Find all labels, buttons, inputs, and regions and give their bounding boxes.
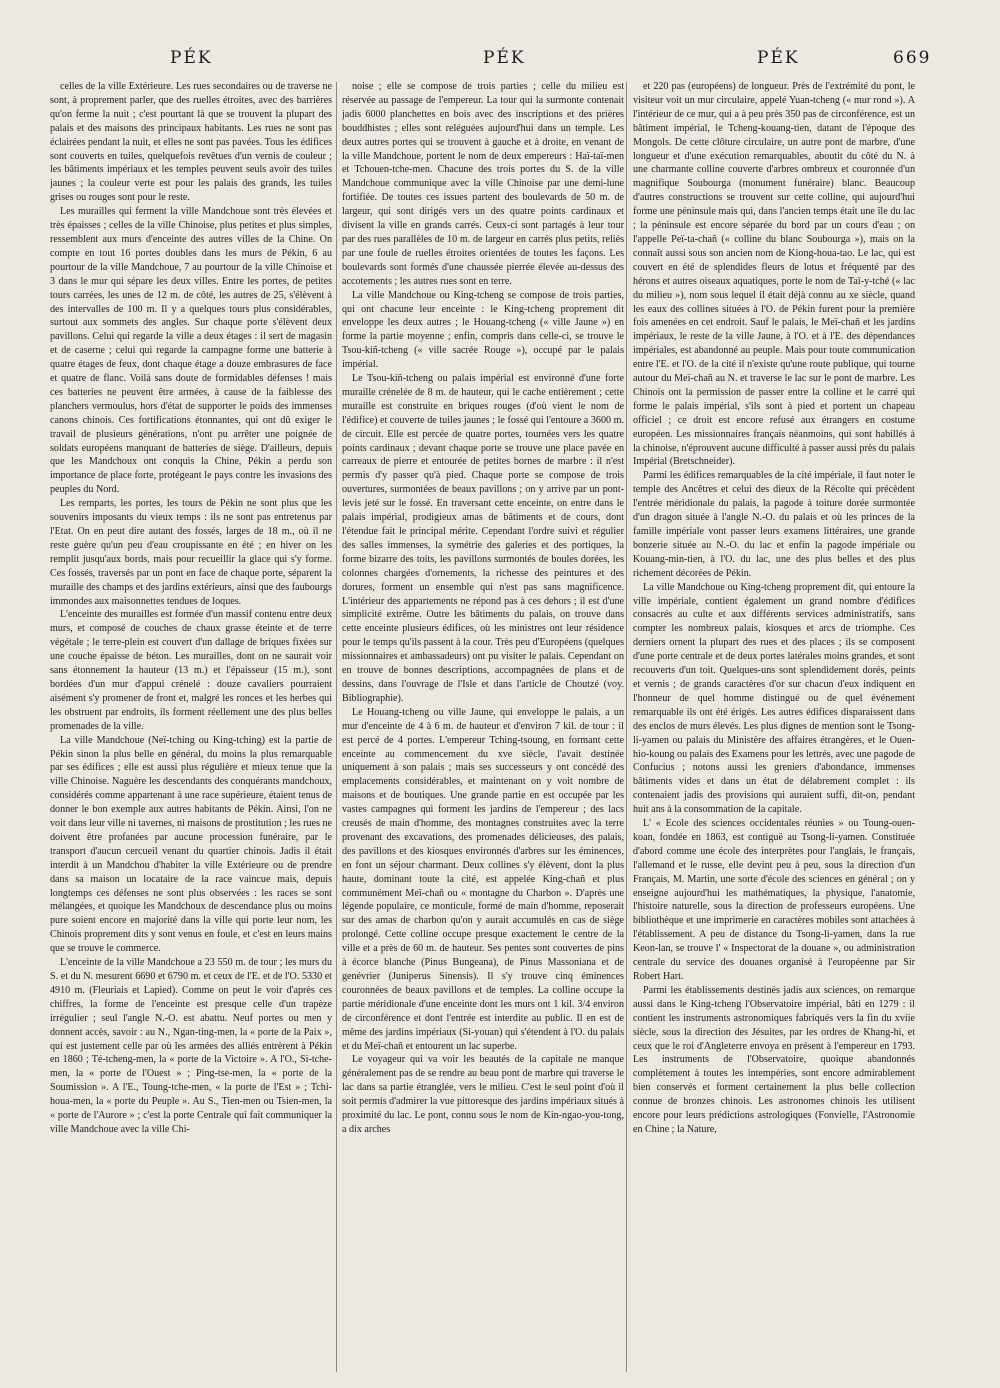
- paragraph: Le voyageur qui va voir les beautés de la capitale ne manque généralement pas de se rendre au beau pont de marbre qui traverse le lac dans sa partie étranglée, vers le milieu. C'est le seul point d'où il soit permis d'admirer la vue pittoresque des jardins impériaux situés à proximité du lac. Le pont, connu sous le nom de Kin-ngao-you-tong, a dix arches: [342, 1054, 624, 1135]
- paragraph: Parmi les établissements destinés jadis aux sciences, on remarque aussi dans le King-tcheng l'Observatoire impérial, bâti en 1279 : il contient les instruments astronomiques fabriqués vers la fin du xviie siècle, sous la direction des Jésuites, par les ordres de Khang-hi, et ceux que le roi d'Angleterre envoya en présent à l'empereur en 1793. Les instruments de l'Observatoire, quoique abandonnés complètement à toutes les intempéries, sont encore admirablement bien conservés et forment certainement la plus belle collection connue de bronzes chinois. Les astronomes chinois les utilisent encore pour leurs prédictions astrologiques (Fonvielle, l'Astronomie en Chine ; la Nature,: [633, 984, 915, 1135]
- paragraph: La ville Mandchoue ou King-tcheng proprement dit, qui entoure la ville impériale, contient également un grand nombre d'édifices consacrés au culte et aux différents services administratifs, sans compter les nombreux palais, kiosques et arcs de triomphe. Ces derniers ornent la plupart des rues et des places ; ils se composent d'une porte centrale et de deux portes latérales moins grandes, et sont recouverts d'un toit. Quelques-uns sont splendidement dorés, peints et vernis ; de grands caractères d'or sur chacun d'eux indiquent en l'honneur de quel homme distingué ou de quel événement remarquable ils ont été érigés. Les autres édifices disparaissent dans des enclos de murs élevés. Les plus dignes de mention sont le Tsong-li-yamen ou palais du Ministère des affaires étrangères, et le Ouen-hio-koung ou palais des Examens pour les lettrés, avec une pagode de Confucius ; notons aussi les greniers d'abondance, immenses bâtiments vides et dans un état de délabrement complet : ils contenaient jadis des provisions qui auraient suffi, dit-on, pendant huit ans à la consommation de la capitale.: [633, 581, 915, 816]
- paragraph: noise ; elle se compose de trois parties ; celle du milieu est réservée au passage de l'empereur. La tour qui la surmonte contenait jadis 6000 planchettes en bois avec des inscriptions et des prières bouddhistes ; elles sont reléguées aujourd'hui dans un temple. Les deux autres portes qui se trouvent à gauche et à droite, en venant de la ville Mandchoue, portent le nom de deux empereurs : Haï-taï-men et Tchouen-tche-men. Chacune des trois portes du S. de la ville Mandchoue communique avec la ville Chinoise par une demi-lune fortifiée. De toutes ces issues partent des boulevards de 50 m. de largeur, qui sont dirigés vers un des quatre points cardinaux et divisent la ville en grands carrés. Ceux-ci sont partagés à leur tour par des rues parallèles de 10 m. de largeur en carrés plus petits, reliés par une foule de ruelles étroites orientées de toutes les façons. Les boulevards sont formés d'une chaussée pierrée élevée au-dessus des accotements ; les autres rues sont en terre.: [342, 81, 624, 287]
- column-divider: [336, 82, 337, 1372]
- header-left: PÉK: [170, 48, 213, 68]
- paragraph: L' « Ecole des sciences occidentales réunies » ou Toung-ouen-koan, fondée en 1863, est contiguë au Tsong-li-yamen. Constituée d'abord comme une école des interprètes pour l'anglais, le français, l'allemand et le russe, elle devint peu à peu, sous la direction d'un Français, M. Martin, une sorte d'école des sciences en général ; on y enseigne aujourd'hui les mathématiques, la physique, l'anatomie, l'histoire naturelle, sous la direction de professeurs européens. Une bibliothèque et une imprimerie en caractères mobiles sont attachées à l'établissement. A peu de distance du Tsong-li-yamen, dans la rue Keon-lan, se trouve l' « Inspectorat de la douane », ou administration centrale du service des douanes organisé à l'européenne par Sir Robert Hart.: [633, 818, 915, 982]
- paragraph: celles de la ville Extérieure. Les rues secondaires ou de traverse ne sont, à proprement parler, que des ruelles étroites, avec des barrières qu'on ferme la nuit ; c'est pourtant là que se trouvent la plupart des palais et des maisons des principaux habitants. Les rues ne sont pas éclairées pendant la nuit, et elles ne sont pas pavées. Tous les édifices sont couverts en tuiles, quelquefois revêtues d'un vernis de couleur ; les bâtiments impériaux et les temples peuvent seuls avoir des tuiles jaunes ; la couleur verte est pour les palais des grands, les tuiles grises ou rouges sont pour le reste.: [50, 81, 332, 204]
- paragraph: et 220 pas (européens) de longueur. Près de l'extrémité du pont, le visiteur voit un mur circulaire, appelé Yuan-tcheng (« mur rond »). A l'intérieur de ce mur, qui a à peu près 350 pas de circonférence, est un bâtiment impérial, le Tcheng-kouang-tien, datant de l'époque des Mongols. De cette clôture circulaire, un autre pont de marbre, d'une longueur et d'une exécution remarquables, aboutit du côté du N. à une charmante colline couverte d'arbres ombreux et couronnée d'un magnifique Soubourga (monument funéraire) blanc. Beaucoup d'autres constructions se trouvent sur cette colline, qui aujourd'hui forme une péninsule mais qui, dans l'ancien temps était une île du lac ; la péninsule est encore séparée du bord par un cours d'eau ; on l'appelle Peï-ta-chañ (« colline du blanc Soubourga »), mais on la connaît aussi sous son ancien nom de Kiong-houa-tao. Le lac, qui est couvert en été de splendides fleurs de lotus et fréquenté par des hérons et autres oiseaux aquatiques, porte le nom de Taï-y-tché (« lac du milieu »), nom sous lequel il était déjà connu au xe siècle, quand les eaux des collines situées à l'O. de Pékin furent pour la première fois amenées en cet endroit. Sauf le palais, le Meï-chañ et les jardins impériaux, le reste de la ville Jaune, à l'O. et à l'E. des dépendances impériales, est abandonné au peuple. Mais pour toute communication entre l'E. et l'O. de la cité il n'existe qu'une route publique, qui tourne autour du Meï-chañ au N. et traverse le lac sur le pont de marbre. Les Chinois ont la permission de passer entre la colline et le carré qui forme le palais impérial, s'ils sont à pied et portent un chapeau officiel ; ce droit est encore refusé aux étrangers en costume européen. Les missionnaires français néanmoins, qui sont habillés à la chinoise, n'éprouvent aucune difficulté à passer aussi près du palais Impérial (Bretschneider).: [633, 81, 915, 468]
- paragraph: La ville Mandchoue (Neï-tching ou King-tching) est la partie de Pékin sinon la plus belle en général, du moins la plus remarquable par ses édifices ; elle est aussi plus régulière et mieux tenue que la ville Chinoise. Naguère les descendants des conquérants mandchoux, considérés comme appartenant à une race supérieure, étaient tenus de donner le bon exemple aux autres habitants de Pékin. Ainsi, l'on ne voit dans leur ville ni tavernes, ni maisons de prostitution ; les rues ne doivent être profanées par aucune procession funéraire, par le transport d'aucun cercueil venant du quartier chinois. Jadis il était interdit à un Mandchou d'habiter la ville Extérieure ou de prendre dans sa maison un locataire de la race vaincue mais, depuis longtemps ces défenses ne sont plus observées : les races se sont mélangées, et quoique les Mandchoux de descendance plus ou moins pure soient encore en majorité dans la ville qui porte leur nom, les Chinois proprement dits y sont venus en foule, et c'est en leurs mains que se trouve le commerce.: [50, 734, 332, 955]
- text-column-right: [633, 80, 915, 1380]
- paragraph: La ville Mandchoue ou King-tcheng se compose de trois parties, qui ont chacune leur enceinte : le King-tcheng proprement dit enveloppe les deux autres ; le Houang-tcheng (« ville Jaune ») en forme la partie moyenne ; enfin, compris dans celle-ci, se trouve le Tsou-kiñ-tcheng (« ville sacrée Rouge »), occupé par le palais impérial.: [342, 289, 624, 371]
- page-number: 669: [893, 48, 932, 68]
- running-header: [0, 48, 1000, 72]
- column-divider: [626, 82, 627, 1372]
- paragraph: L'enceinte de la ville Mandchoue a 23 550 m. de tour ; les murs du S. et du N. mesurent 6690 et 6790 m. et ceux de l'E. et de l'O. 5330 et 4910 m. (Fleuriais et Lapied). Comme on peut le voir d'après ces chiffres, la forme de l'enceinte est presque celle d'un trapèze irrégulier ; seul l'angle N.-O. est abattu. Neuf portes ou men y donnent accès, savoir : au N., Ngan-ting-men, la « porte de la Paix », qui est justement celle par où les armées des alliés entrèrent à Pékin en 1860 ; Té-tcheng-men, la « porte de la Victoire ». A l'O., Si-tche-men, la « porte de l'Ouest » ; Ping-tse-men, la « porte de la Soumission ». A l'E., Toung-tche-men, « la porte de l'Est » ; Tchi-houa-men, la « porte du Peuple ». Au S., Tien-men ou Tsien-men, la « porte de l'Aurore » ; c'est la porte Centrale qui fait communiquer la ville Mandchoue avec la ville Chi-: [50, 957, 332, 1135]
- paragraph: Les murailles qui ferment la ville Mandchoue sont très élevées et très épaisses ; celles de la ville Chinoise, plus petites et plus simples, ressemblent aux murs d'enceinte des autres villes de la Chine. On compte en tout 16 portes doubles dans les murs de Pékin, 6 au pourtour de la ville Mandchoue, 7 au pourtour de la ville Chinoise et 3 dans le mur qui sépare les deux villes. Entre les portes, de petites tours carrées, les unes de 12 m. de côté, les autres de 25, s'élèvent à des intervalles de 100 m. Il y a quelques tours plus considérables, surtout aux sommets des angles. Sur chaque porte s'élèvent deux pavillons. Celui qui regarde la ville a deux étages : il sert de magasin et de caserne ; celui qui regarde la campagne forme une batterie à quatre étages de feux, dont chaque étage a douze embrasures de face et quatre de flanc. Voilà sans doute de formidables défenses ! mais ces batteries ne peuvent être armées, à cause de la faiblesse des planchers vermoulus, hors d'état de supporter le poids des immenses canons chinois. Ces fortifications étonnantes, qui ont dû exiger le travail de plusieurs générations, n'ont pu arrêter une poignée de soldats européens manquant de batteries de siège. D'ailleurs, depuis que les Mandchoux ont conquis la Chine, Pékin a perdu son importance de place forte, protégeant le pays contre les invasions des peuples du Nord.: [50, 206, 332, 496]
- text-column-middle: [342, 80, 624, 1380]
- paragraph: Les remparts, les portes, les tours de Pékin ne sont plus que les souvenirs imposants du vieux temps : ils ne sont pas entretenus par l'Etat. On en peut dire autant des fossés, larges de 18 m., où il ne reste guère qu'un peu d'eau croupissante en été ; en hiver on les remplit jusqu'aux bords, mais pour recueillir la glace qui s'y forme. Ces fossés, traversés par un pont en face de chaque porte, séparent la muraille des champs et des jardins extérieurs, ainsi que des faubourgs immondes aux maisonnettes tendues de loques.: [50, 498, 332, 607]
- paragraph: Le Tsou-kiñ-tcheng ou palais impérial est environné d'une forte muraille crénelée de 8 m. de hauteur, qui le cache entièrement ; cette muraille est construite en briques rouges (d'où vient le nom de l'édifice) et couverte de tuiles jaunes ; le fossé qui l'entoure a 3600 m. de circuit. Elle est percée de quatre portes, tournées vers les quatre points cardinaux ; devant chaque porte se trouve une place pavée en carreaux de pierre et entourée de petites bornes de marbre : il n'est permis d'y passer qu'à pied. Chaque porte se compose de trois ouvertures, surmontées de beaux pavillons ; on y arrive par un pont-levis jeté sur le fossé. En traversant cette enceinte, on entre dans le palais impérial, prodigieux amas de bâtiments et de cours, dont l'étendue fait le principal mérite. Cependant l'ordre suivi et régulier des salles immenses, la symétrie des galeries et des portiques, la forme bizarre des toits, les pavillons surmontés de boules dorées, les colonnes chargées d'ornements, la richesse des peintures et des dorures, forment un ensemble qui n'est pas sans magnificence. L'intérieur des appartements ne répond pas à ces dehors ; il est d'une simplicité extrême. Outre les bâtiments du palais, on trouve dans cette enceinte plusieurs édifices, où les ministres ont leur résidence pour le temps qu'ils passent à la cour. Très peu d'Européens (quelques missionnaires et ambassadeurs) ont pu visiter le palais. Cependant on en trouve de bonnes descriptions, accompagnées de plans et de dessins, dans l'ouvrage de l'Isle et dans l'article de Choutzé (voy. Bibliographie).: [342, 373, 624, 704]
- paragraph: Parmi les édifices remarquables de la cité impériale, il faut noter le temple des Ancêtres et celui des dieux de la Récolte qui précèdent l'entrée méridionale du palais, la pagode à toiture dorée surmontée d'un dragon située à l'angle N.-O. du palais et où les princes de la famille impériale vont passer leurs examens littéraires, une grande bonzerie située au N.-O. du lac et enfin la pagode impériale ou Kouang-min-tien, à l'O. du lac, une des plus belles et des plus richement décorées de Pékin.: [633, 470, 915, 579]
- header-right: PÉK: [757, 48, 800, 68]
- paragraph: Le Houang-tcheng ou ville Jaune, qui enveloppe le palais, a un mur d'enceinte de 4 à 6 m. de hauteur et d'environ 7 kil. de tour : il est percé de 4 portes. L'empereur Tching-tsoung, en formant cette enceinte au commencement du xve siècle, l'avait destinée uniquement à son palais ; mais ses successeurs y ont concédé des emplacements considérables, et maintenant on y voit nombre de maisons et de boutiques. Une grande partie en est occupée par les vastes campagnes qui forment les jardins de l'empereur ; des lacs creusés de main d'homme, des montagnes construites avec la terre provenant des excavations, des promenades délicieuses, des palais, des pavillons et des kiosques environnés d'arbres sur les éminences, en font un séjour charmant. Deux collines s'y élèvent, dont la plus haute, dominant toute la cité, est appelée King-chañ et plus communément Meï-chañ ou « montagne du Charbon ». D'après une légende populaire, ce monticule, formé de main d'homme, reposerait sur des amas de charbon qu'on y aurait accumulés en cas de siège prolongé. Cette colline occupe presque exactement le centre de la ville et a près de 60 m. de hauteur. Ses pentes sont couvertes de pins à écorce blanche (Pinus Bungeana), de Pinus Massoniana et de genévrier (Juniperus Sinensis). Il s'y trouve cinq éminences couronnées de beaux pavillons et de temples. La colline occupe la partie méridionale d'une enceinte dont les murs ont 1 kil. 3/4 environ de circonférence et dont l'entrée est interdite au public. Il en est de même des jardins impériaux (Si-youan) qui s'étendent à l'O. du palais et du Meï-chañ et entourent un lac superbe.: [342, 706, 624, 1052]
- header-center: PÉK: [483, 48, 526, 68]
- text-column-left: [50, 80, 332, 1380]
- paragraph: L'enceinte des murailles est formée d'un massif contenu entre deux murs, et composé de couches de chaux grasse éteinte et de terre végétale ; le terre-plein est couvert d'un dallage de briques fixées sur une couche épaisse de béton. Les murailles, dont on ne saurait voir sans étonnement la hauteur (13 m.) et l'épaisseur (15 m.), sont bordées d'un mur d'appui crénelé : douze cavaliers pourraient aisément s'y promener de front et, malgré les ronces et les herbes qui les obstruent par endroits, ils forment réellement une des plus belles promenades de la ville.: [50, 609, 332, 732]
